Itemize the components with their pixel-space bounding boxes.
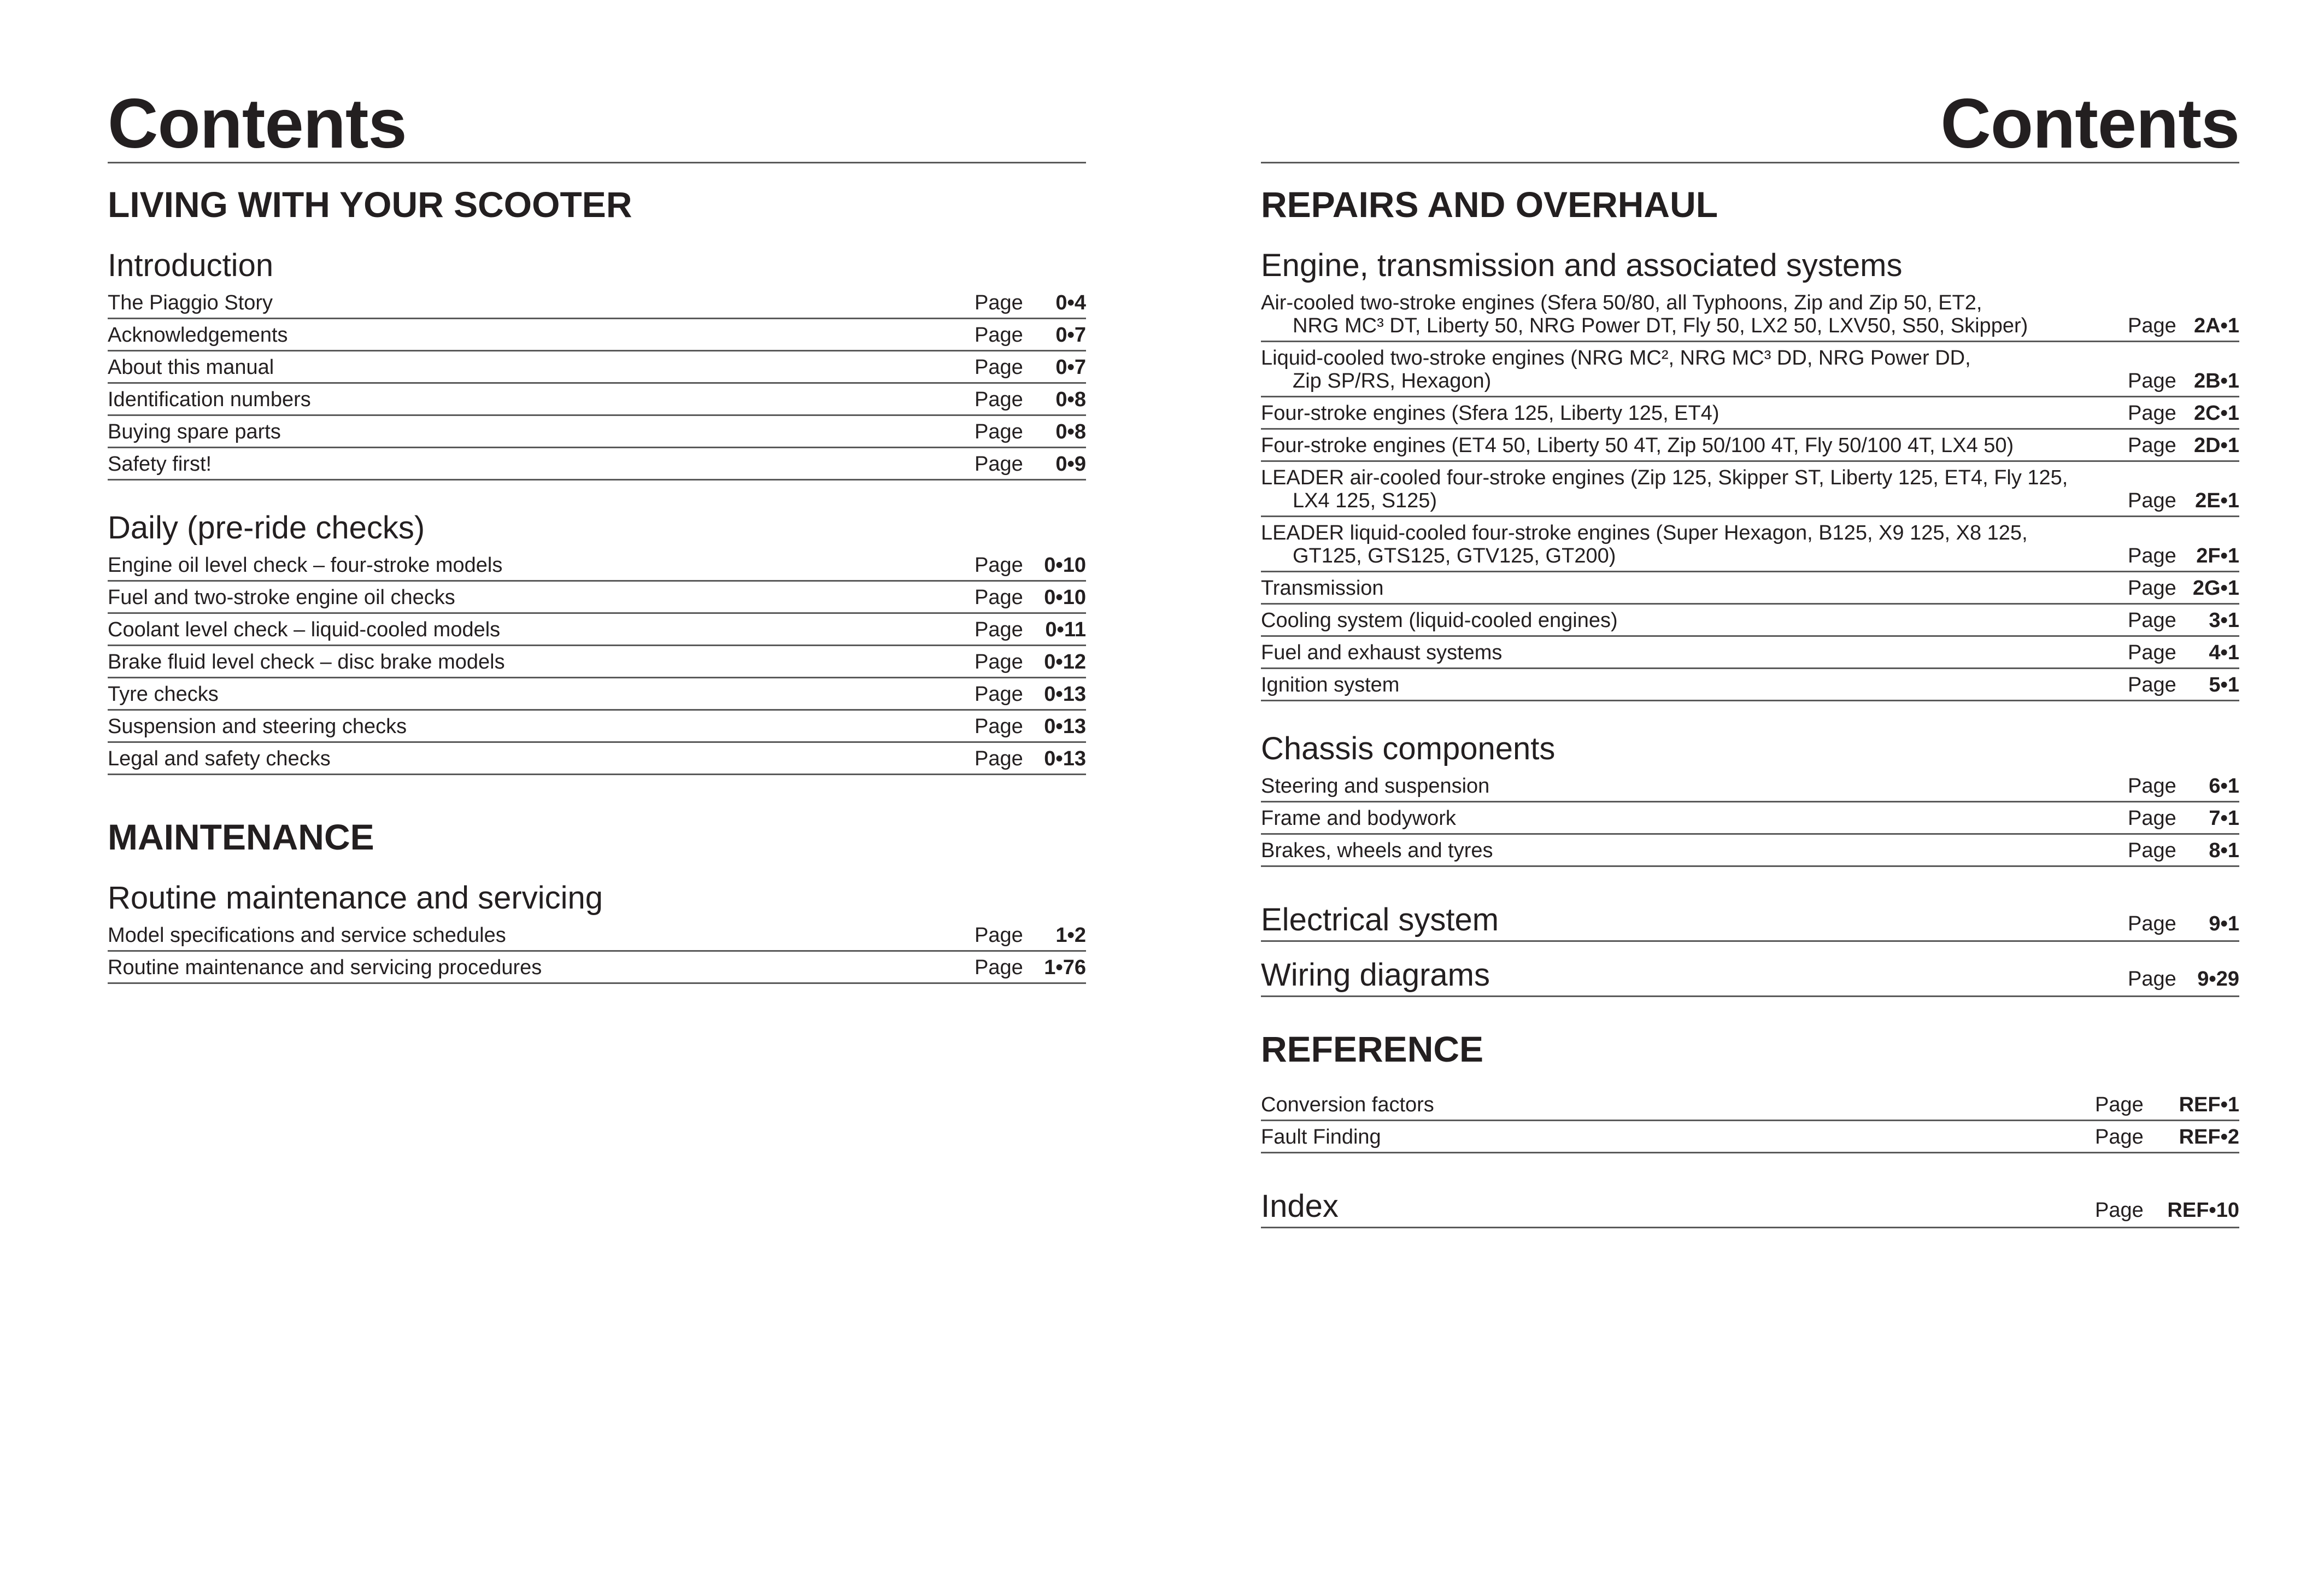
toc-entry-label: Brake fluid level check – disc brake models: [108, 651, 505, 673]
page-number: 0•10: [1044, 554, 1086, 577]
toc-entry-label: Fuel and exhaust systems: [1261, 641, 1503, 664]
section-heading-repairs: REPAIRS AND OVERHAUL: [1261, 184, 1718, 225]
page-number: 9•29: [2197, 968, 2239, 991]
daily-checks-list: [108, 549, 1086, 775]
toc-entry-wiring[interactable]: [1261, 942, 2239, 997]
section-heading-living: LIVING WITH YOUR SCOOTER: [108, 184, 632, 225]
page-number: 9•1: [2209, 912, 2239, 935]
toc-entry-label-line1: LEADER air-cooled four-stroke engines (Zip 125, Skipper ST, Liberty 125, ET4, Fly 125,: [1261, 466, 2068, 489]
page-number: REF•2: [2179, 1126, 2239, 1149]
page-word: Page: [975, 453, 1023, 476]
page-number: 0•9: [1055, 453, 1086, 476]
toc-entry[interactable]: [108, 549, 1086, 582]
page-title: Contents: [108, 89, 1086, 163]
page-word: Page: [975, 586, 1023, 609]
toc-entry[interactable]: [1261, 669, 2239, 701]
page-number: 4•1: [2209, 641, 2239, 664]
page-word: Page: [2128, 775, 2176, 798]
page-number: 1•76: [1044, 956, 1086, 979]
page-number: 0•10: [1044, 586, 1086, 609]
toc-entry[interactable]: [108, 351, 1086, 384]
toc-entry[interactable]: [108, 416, 1086, 448]
page-number: 5•1: [2209, 673, 2239, 696]
routine-maintenance-list: [108, 919, 1086, 984]
toc-entry-label: Ignition system: [1261, 673, 1400, 696]
page-number: 8•1: [2209, 839, 2239, 862]
page-word: Page: [2128, 370, 2176, 392]
toc-entry-label: The Piaggio Story: [108, 291, 273, 314]
page-word: Page: [2128, 968, 2176, 991]
toc-entry[interactable]: [108, 711, 1086, 743]
page-word: Page: [2128, 839, 2176, 862]
toc-entry-label: Model specifications and service schedules: [108, 924, 506, 947]
toc-entry-label: Buying spare parts: [108, 420, 281, 443]
section-heading-maintenance: MAINTENANCE: [108, 817, 374, 857]
page-word: Page: [975, 356, 1023, 379]
left-page: [108, 0, 1086, 984]
page-number: 3•1: [2209, 609, 2239, 632]
toc-entry-electrical[interactable]: [1261, 887, 2239, 942]
toc-entry-label-line2: NRG MC³ DT, Liberty 50, NRG Power DT, Fly 50, LX2 50, LXV50, S50, Skipper): [1293, 314, 2028, 337]
toc-entry[interactable]: [108, 646, 1086, 678]
page-number: 0•4: [1055, 291, 1086, 314]
page-number: 0•13: [1044, 683, 1086, 706]
toc-entry[interactable]: [108, 919, 1086, 952]
page-number: 1•2: [1055, 924, 1086, 947]
toc-entry[interactable]: [108, 287, 1086, 319]
page-word: Page: [2128, 673, 2176, 696]
toc-entry[interactable]: [1261, 517, 2239, 572]
page-number: 0•12: [1044, 651, 1086, 673]
toc-entry[interactable]: [1261, 770, 2239, 802]
toc-entry-label-line1: Liquid-cooled two-stroke engines (NRG MC², NRG MC³ DD, NRG Power DD,: [1261, 347, 1971, 370]
page-word: Page: [2128, 577, 2176, 600]
page-number: 0•11: [1045, 618, 1086, 641]
group-title-index: Index: [1261, 1188, 1339, 1224]
group-title-engine: Engine, transmission and associated systems: [1261, 248, 1903, 283]
page-word: Page: [975, 924, 1023, 947]
toc-entry[interactable]: [108, 743, 1086, 775]
toc-entry-label: Legal and safety checks: [108, 747, 331, 770]
page-number: 2C•1: [2193, 402, 2239, 425]
page-number: 0•8: [1055, 388, 1086, 411]
page-number: REF•10: [2167, 1199, 2239, 1222]
toc-entry[interactable]: [108, 582, 1086, 614]
toc-entry[interactable]: [108, 678, 1086, 711]
page-word: Page: [2128, 641, 2176, 664]
group-title-daily-checks: Daily (pre-ride checks): [108, 510, 425, 546]
toc-entry[interactable]: [1261, 572, 2239, 605]
toc-entry[interactable]: [1261, 1121, 2239, 1153]
page-word: Page: [2128, 434, 2176, 457]
section-heading-reference: REFERENCE: [1261, 1029, 1484, 1069]
page-word: Page: [975, 388, 1023, 411]
page-word: Page: [2128, 489, 2176, 512]
toc-entry[interactable]: [1261, 397, 2239, 430]
page-word: Page: [975, 291, 1023, 314]
group-title-routine-maintenance: Routine maintenance and servicing: [108, 880, 603, 916]
page-word: Page: [975, 747, 1023, 770]
toc-entry[interactable]: [1261, 342, 2239, 397]
toc-entry-index[interactable]: [1261, 1173, 2239, 1228]
page-number: REF•1: [2179, 1093, 2239, 1116]
toc-entry-label: Safety first!: [108, 453, 212, 476]
toc-entry[interactable]: [1261, 462, 2239, 517]
toc-entry-label: Routine maintenance and servicing procedures: [108, 956, 542, 979]
page-number: 2E•1: [2195, 489, 2239, 512]
toc-entry-label: Steering and suspension: [1261, 775, 1490, 798]
toc-entry-label: Brakes, wheels and tyres: [1261, 839, 1493, 862]
page-number: 7•1: [2209, 807, 2239, 830]
page-number: 2D•1: [2193, 434, 2239, 457]
toc-entry-label-line1: Air-cooled two-stroke engines (Sfera 50/80, all Typhoons, Zip and Zip 50, ET2,: [1261, 291, 1982, 314]
toc-entry-label: Engine oil level check – four-stroke models: [108, 554, 503, 577]
page-word: Page: [2095, 1199, 2144, 1222]
toc-entry-label: Four-stroke engines (Sfera 125, Liberty 125, ET4): [1261, 402, 1719, 425]
toc-entry-label: Four-stroke engines (ET4 50, Liberty 50 4T, Zip 50/100 4T, Fly 50/100 4T, LX4 50): [1261, 434, 2014, 457]
page-number: 0•7: [1055, 356, 1086, 379]
toc-entry[interactable]: [108, 952, 1086, 984]
toc-entry-label: Identification numbers: [108, 388, 311, 411]
page-number: 0•8: [1055, 420, 1086, 443]
page-word: Page: [975, 324, 1023, 347]
toc-entry[interactable]: [1261, 1089, 2239, 1121]
toc-entry-label: About this manual: [108, 356, 274, 379]
page-word: Page: [2128, 402, 2176, 425]
page-number: 0•13: [1044, 715, 1086, 738]
toc-entry-label: Cooling system (liquid-cooled engines): [1261, 609, 1618, 632]
toc-entry[interactable]: [108, 614, 1086, 646]
group-title-wiring: Wiring diagrams: [1261, 957, 1490, 993]
toc-entry-label-line2: Zip SP/RS, Hexagon): [1293, 370, 1492, 392]
toc-entry[interactable]: [1261, 835, 2239, 867]
page-number: 2F•1: [2196, 544, 2239, 567]
page-word: Page: [975, 554, 1023, 577]
group-title-electrical: Electrical system: [1261, 902, 1499, 938]
page-title: Contents: [1261, 89, 2239, 163]
toc-entry-label: Fault Finding: [1261, 1126, 1381, 1149]
reference-list: [1261, 1089, 2239, 1153]
engine-list: [1261, 287, 2239, 701]
page-word: Page: [2128, 544, 2176, 567]
page-word: Page: [2128, 807, 2176, 830]
page-number: 0•7: [1055, 324, 1086, 347]
toc-entry[interactable]: [1261, 430, 2239, 462]
page-word: Page: [975, 715, 1023, 738]
chassis-list: [1261, 770, 2239, 867]
group-title-introduction: Introduction: [108, 248, 274, 283]
toc-entry-label: Tyre checks: [108, 683, 219, 706]
page-word: Page: [975, 651, 1023, 673]
page-word: Page: [975, 683, 1023, 706]
toc-entry-label: Fuel and two-stroke engine oil checks: [108, 586, 455, 609]
toc-entry-label-line1: LEADER liquid-cooled four-stroke engines (Super Hexagon, B125, X9 125, X8 125,: [1261, 522, 2028, 544]
toc-entry[interactable]: [1261, 287, 2239, 342]
page-word: Page: [2128, 314, 2176, 337]
page-word: Page: [2128, 609, 2176, 632]
page-number: 2G•1: [2192, 577, 2239, 600]
page-number: 2A•1: [2193, 314, 2239, 337]
toc-entry[interactable]: [108, 319, 1086, 351]
group-title-chassis: Chassis components: [1261, 731, 1556, 766]
toc-entry-label: Acknowledgements: [108, 324, 288, 347]
page-word: Page: [975, 618, 1023, 641]
page-number: 6•1: [2209, 775, 2239, 798]
page-word: Page: [2095, 1126, 2144, 1149]
page-number: 2B•1: [2193, 370, 2239, 392]
page-word: Page: [975, 420, 1023, 443]
page-word: Page: [2128, 912, 2176, 935]
toc-entry-label: Frame and bodywork: [1261, 807, 1456, 830]
right-page: [1261, 0, 2239, 1228]
toc-entry[interactable]: [108, 384, 1086, 416]
toc-entry-label: Transmission: [1261, 577, 1384, 600]
page-number: 0•13: [1044, 747, 1086, 770]
toc-entry[interactable]: [108, 448, 1086, 481]
toc-entry-label-line2: LX4 125, S125): [1293, 489, 1437, 512]
toc-entry-label: Conversion factors: [1261, 1093, 1434, 1116]
page-word: Page: [975, 956, 1023, 979]
toc-entry-label: Suspension and steering checks: [108, 715, 407, 738]
page-word: Page: [2095, 1093, 2144, 1116]
toc-entry-label: Coolant level check – liquid-cooled models: [108, 618, 501, 641]
toc-entry[interactable]: [1261, 605, 2239, 637]
toc-entry[interactable]: [1261, 802, 2239, 835]
introduction-list: [108, 287, 1086, 481]
toc-entry-label-line2: GT125, GTS125, GTV125, GT200): [1293, 544, 1616, 567]
toc-entry[interactable]: [1261, 637, 2239, 669]
